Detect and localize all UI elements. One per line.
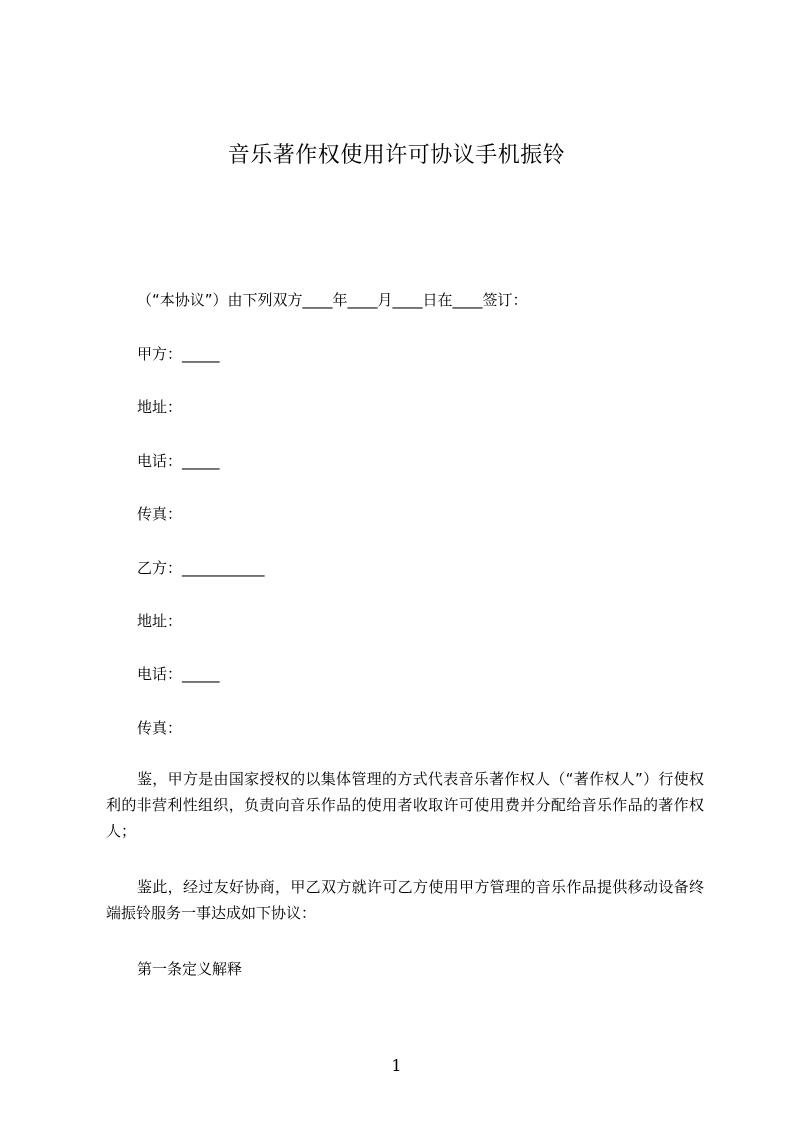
document-title: 音乐著作权使用许可协议手机振铃: [227, 143, 566, 168]
party-a-address: 地址：: [137, 398, 183, 416]
agreement-intro: （“本协议”）由下列双方____年____月____日在____签订：: [137, 291, 528, 309]
article-1-heading: 第一条定义解释: [137, 960, 243, 978]
party-a-fax: 传真：: [137, 505, 183, 523]
party-b-address: 地址：: [137, 612, 183, 630]
party-a-phone: 电话：_____: [137, 452, 220, 470]
party-b-name: 乙方：___________: [137, 559, 265, 577]
party-b-phone: 电话：_____: [137, 665, 220, 683]
recital-paragraph-2: 鉴此，经过友好协商，甲乙双方就许可乙方使用甲方管理的音乐作品提供移动设备终端振铃服务一事达成如下协议：: [106, 878, 704, 922]
recital-paragraph-1: 鉴，甲方是由国家授权的以集体管理的方式代表音乐著作权人（“著作权人”）行使权利的非营利性组织，负责向音乐作品的使用者收取许可使用费并分配给音乐作品的著作权人；: [106, 770, 704, 840]
party-b-fax: 传真：: [137, 719, 183, 737]
page-number: 1: [391, 1056, 402, 1075]
party-a-name: 甲方：_____: [137, 345, 220, 363]
